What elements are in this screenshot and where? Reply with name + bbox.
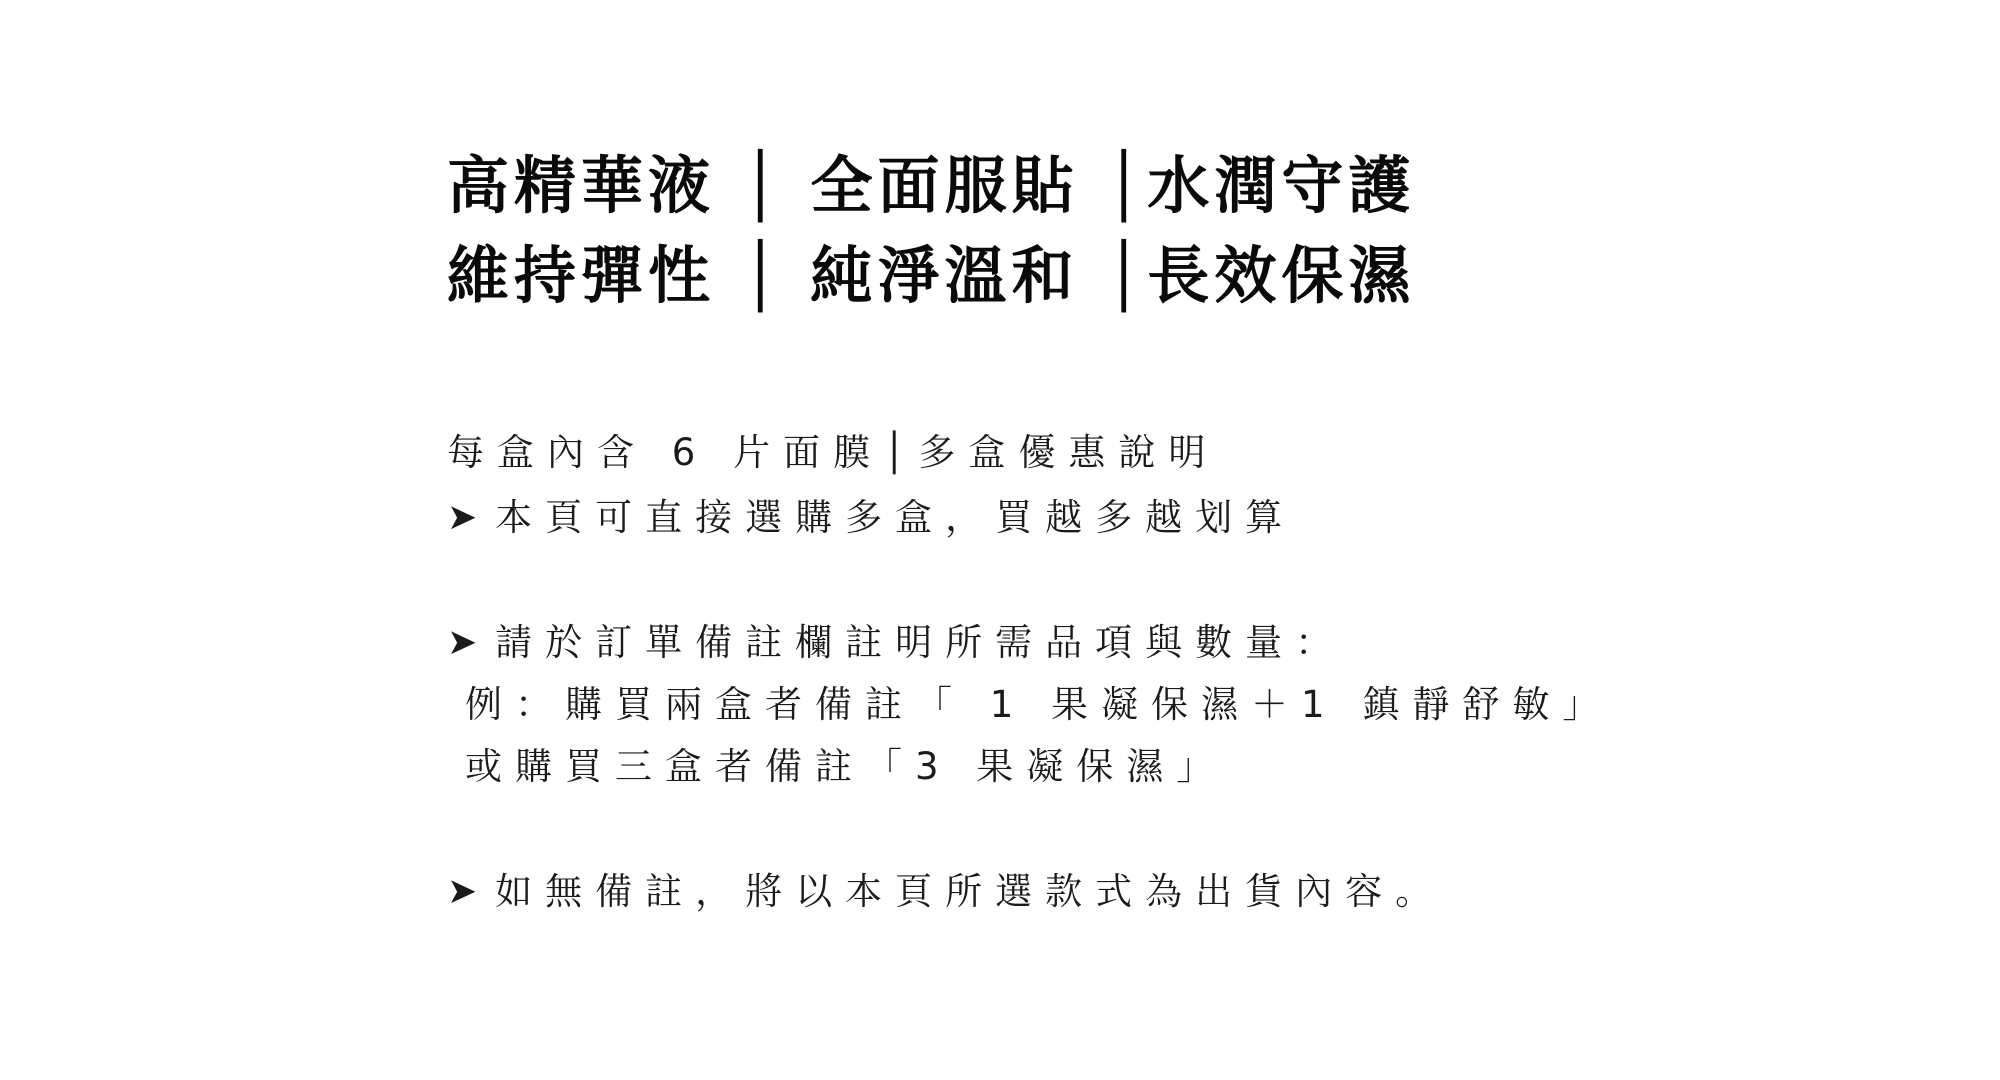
note-no-remark-text: 如無備註，將以本頁所選款式為出貨內容。: [495, 870, 1446, 913]
note-no-remark: [447, 869, 1445, 915]
note-order-remark-text: 請於訂單備註欄註明所需品項與數量：: [495, 621, 1346, 664]
arrow-bullet-icon: ➤: [447, 871, 478, 912]
arrow-bullet-icon: ➤: [447, 497, 478, 538]
headline-line-1: 高精華液 │ 全面服貼 │水潤守護: [447, 149, 1416, 222]
note-multi-box-text: 本頁可直接選購多盒，買越多越划算: [495, 496, 1296, 539]
note-order-remark: [447, 620, 1345, 666]
box-contents-text: 每盒內含 6 片面膜│多盒優惠說明: [447, 431, 1219, 474]
note-example-three-boxes: [465, 744, 1226, 790]
note-multi-box: [447, 495, 1295, 541]
note-example-two-boxes-text: 例：購買兩盒者備註「 1 果凝保濕＋1 鎮靜舒敏」: [465, 683, 1613, 726]
note-example-three-boxes-text: 或購買三盒者備註「3 果凝保濕」: [465, 745, 1227, 788]
box-contents-line: [447, 430, 1218, 476]
headline-line-2: 維持彈性 │ 純淨溫和 │長效保濕: [447, 239, 1416, 312]
note-example-two-boxes: [465, 682, 1612, 728]
headline: [447, 141, 1415, 321]
arrow-bullet-icon: ➤: [447, 622, 478, 663]
